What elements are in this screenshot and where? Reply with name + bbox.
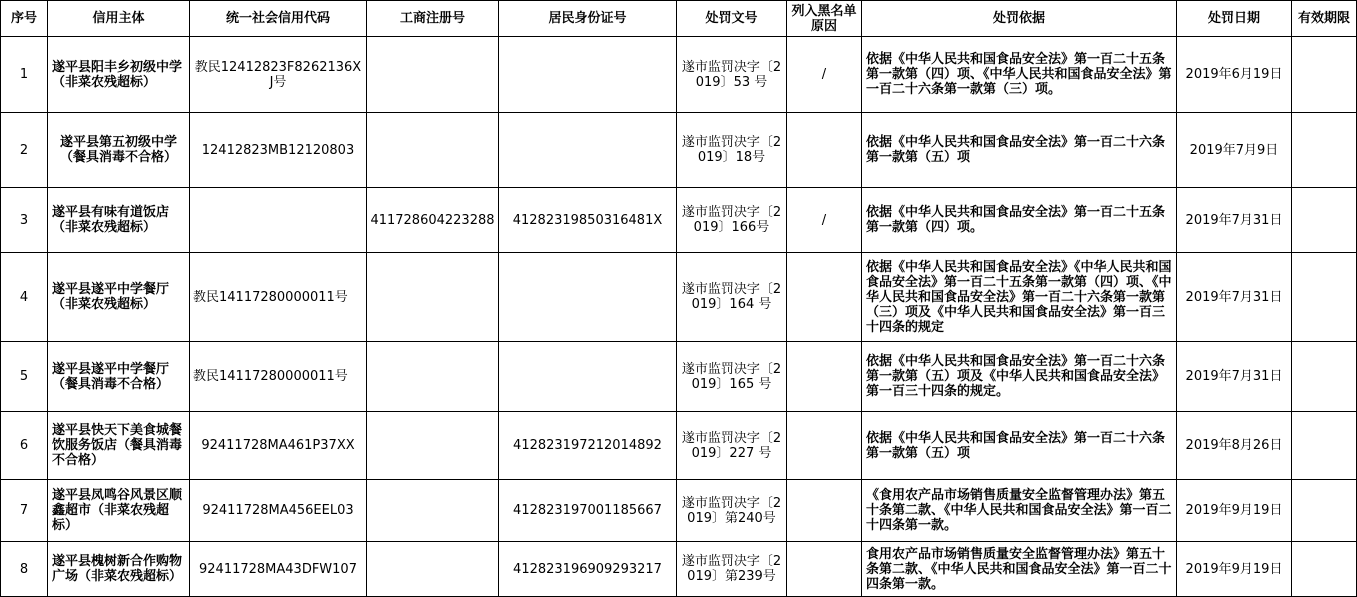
cell-subject: 遂平县快天下美食城餐饮服务饭店（餐具消毒不合格） <box>48 412 190 480</box>
table-row <box>1 412 1357 480</box>
cell-id-no: 412823197212014892 <box>499 412 677 480</box>
cell-date: 2019年7月31日 <box>1177 188 1292 253</box>
cell-blacklist-reason: / <box>787 37 862 113</box>
cell-date: 2019年7月31日 <box>1177 342 1292 412</box>
header-row <box>1 1 1357 37</box>
cell-validity <box>1292 342 1357 412</box>
cell-no: 8 <box>1 542 48 597</box>
cell-id-no: 412823196909293217 <box>499 542 677 597</box>
cell-blacklist-reason <box>787 480 862 542</box>
cell-credit-code <box>190 188 367 253</box>
cell-validity <box>1292 480 1357 542</box>
cell-date: 2019年8月26日 <box>1177 412 1292 480</box>
header-subject: 信用主体 <box>48 1 190 37</box>
cell-no: 6 <box>1 412 48 480</box>
cell-doc-no: 遂市监罚决字〔2019〕166号 <box>677 188 787 253</box>
cell-validity <box>1292 37 1357 113</box>
cell-date: 2019年6月19日 <box>1177 37 1292 113</box>
cell-date: 2019年7月9日 <box>1177 113 1292 188</box>
header-no: 序号 <box>1 1 48 37</box>
cell-basis: 依据《中华人民共和国食品安全法》第一百二十五条第一款第（四）项、《中华人民共和国食品安全法》第一百二十六条第一款第（三）项。 <box>862 37 1177 113</box>
cell-doc-no: 遂市监罚决字〔2019〕165 号 <box>677 342 787 412</box>
table-row <box>1 342 1357 412</box>
cell-no: 3 <box>1 188 48 253</box>
cell-id-no <box>499 253 677 342</box>
cell-reg-no <box>367 342 499 412</box>
cell-credit-code: 12412823MB12120803 <box>190 113 367 188</box>
cell-validity <box>1292 113 1357 188</box>
cell-validity <box>1292 542 1357 597</box>
table-row <box>1 37 1357 113</box>
table-row <box>1 480 1357 542</box>
cell-date: 2019年7月31日 <box>1177 253 1292 342</box>
cell-validity <box>1292 412 1357 480</box>
header-blacklist-reason: 列入黑名单原因 <box>787 1 862 37</box>
cell-no: 4 <box>1 253 48 342</box>
cell-no: 1 <box>1 37 48 113</box>
cell-credit-code: 92411728MA43DFW107 <box>190 542 367 597</box>
header-doc-no: 处罚文号 <box>677 1 787 37</box>
header-basis: 处罚依据 <box>862 1 1177 37</box>
cell-doc-no: 遂市监罚决字〔2019〕18号 <box>677 113 787 188</box>
cell-id-no <box>499 113 677 188</box>
cell-id-no: 41282319850316481X <box>499 188 677 253</box>
header-validity: 有效期限 <box>1292 1 1357 37</box>
cell-subject: 遂平县遂平中学餐厅（非菜农残超标） <box>48 253 190 342</box>
cell-no: 7 <box>1 480 48 542</box>
cell-reg-no <box>367 113 499 188</box>
cell-reg-no <box>367 37 499 113</box>
cell-id-no <box>499 342 677 412</box>
cell-basis: 依据《中华人民共和国食品安全法》《中华人民共和国食品安全法》第一百二十五条第一款第（四）项、《中华人民共和国食品安全法》第一百二十六条第一款第（三）项及《中华人民共和国食品安全法》第一百三十四条的规定 <box>862 253 1177 342</box>
cell-subject: 遂平县凤鸣谷风景区顺鑫超市（非菜农残超标） <box>48 480 190 542</box>
cell-basis: 依据《中华人民共和国食品安全法》第一百二十六条第一款第（五）项 <box>862 412 1177 480</box>
cell-basis: 依据《中华人民共和国食品安全法》第一百二十六条第一款第（五）项及《中华人民共和国食品安全法》第一百三十四条的规定。 <box>862 342 1177 412</box>
cell-reg-no <box>367 412 499 480</box>
cell-subject: 遂平县槐树新合作购物广场（非菜农残超标） <box>48 542 190 597</box>
cell-subject: 遂平县第五初级中学（餐具消毒不合格） <box>48 113 190 188</box>
cell-blacklist-reason <box>787 113 862 188</box>
cell-subject: 遂平县有味有道饭店（非菜农残超标） <box>48 188 190 253</box>
cell-credit-code: 92411728MA456EEL03 <box>190 480 367 542</box>
cell-blacklist-reason <box>787 542 862 597</box>
cell-no: 5 <box>1 342 48 412</box>
cell-no: 2 <box>1 113 48 188</box>
table-row <box>1 113 1357 188</box>
cell-doc-no: 遂市监罚决字〔2019〕53 号 <box>677 37 787 113</box>
cell-reg-no: 411728604223288 <box>367 188 499 253</box>
cell-doc-no: 遂市监罚决字〔2019〕227 号 <box>677 412 787 480</box>
cell-credit-code: 教民14117280000011号 <box>190 342 367 412</box>
cell-credit-code: 教民12412823F8262136XJ号 <box>190 37 367 113</box>
cell-blacklist-reason: / <box>787 188 862 253</box>
cell-blacklist-reason <box>787 412 862 480</box>
cell-subject: 遂平县遂平中学餐厅（餐具消毒不合格） <box>48 342 190 412</box>
cell-basis: 依据《中华人民共和国食品安全法》第一百二十五条第一款第（四）项。 <box>862 188 1177 253</box>
cell-blacklist-reason <box>787 253 862 342</box>
cell-doc-no: 遂市监罚决字〔2019〕第239号 <box>677 542 787 597</box>
cell-doc-no: 遂市监罚决字〔2019〕164 号 <box>677 253 787 342</box>
header-credit-code: 统一社会信用代码 <box>190 1 367 37</box>
table-row <box>1 542 1357 597</box>
cell-basis: 食用农产品市场销售质量安全监督管理办法》第五十条第二款、《中华人民共和国食品安全法》第一百二十四条第一款。 <box>862 542 1177 597</box>
cell-id-no: 412823197001185667 <box>499 480 677 542</box>
table-row <box>1 253 1357 342</box>
cell-subject: 遂平县阳丰乡初级中学（非菜农残超标） <box>48 37 190 113</box>
table-row <box>1 188 1357 253</box>
cell-reg-no <box>367 253 499 342</box>
cell-basis: 《食用农产品市场销售质量安全监督管理办法》第五十条第二款、《中华人民共和国食品安全法》第一百二十四条第一款。 <box>862 480 1177 542</box>
cell-id-no <box>499 37 677 113</box>
cell-date: 2019年9月19日 <box>1177 480 1292 542</box>
cell-credit-code: 教民14117280000011号 <box>190 253 367 342</box>
cell-credit-code: 92411728MA461P37XX <box>190 412 367 480</box>
cell-blacklist-reason <box>787 342 862 412</box>
cell-date: 2019年9月19日 <box>1177 542 1292 597</box>
cell-doc-no: 遂市监罚决字〔2019〕第240号 <box>677 480 787 542</box>
cell-validity <box>1292 188 1357 253</box>
cell-reg-no <box>367 480 499 542</box>
header-reg-no: 工商注册号 <box>367 1 499 37</box>
cell-validity <box>1292 253 1357 342</box>
cell-basis: 依据《中华人民共和国食品安全法》第一百二十六条第一款第（五）项 <box>862 113 1177 188</box>
header-id-no: 居民身份证号 <box>499 1 677 37</box>
header-date: 处罚日期 <box>1177 1 1292 37</box>
cell-reg-no <box>367 542 499 597</box>
